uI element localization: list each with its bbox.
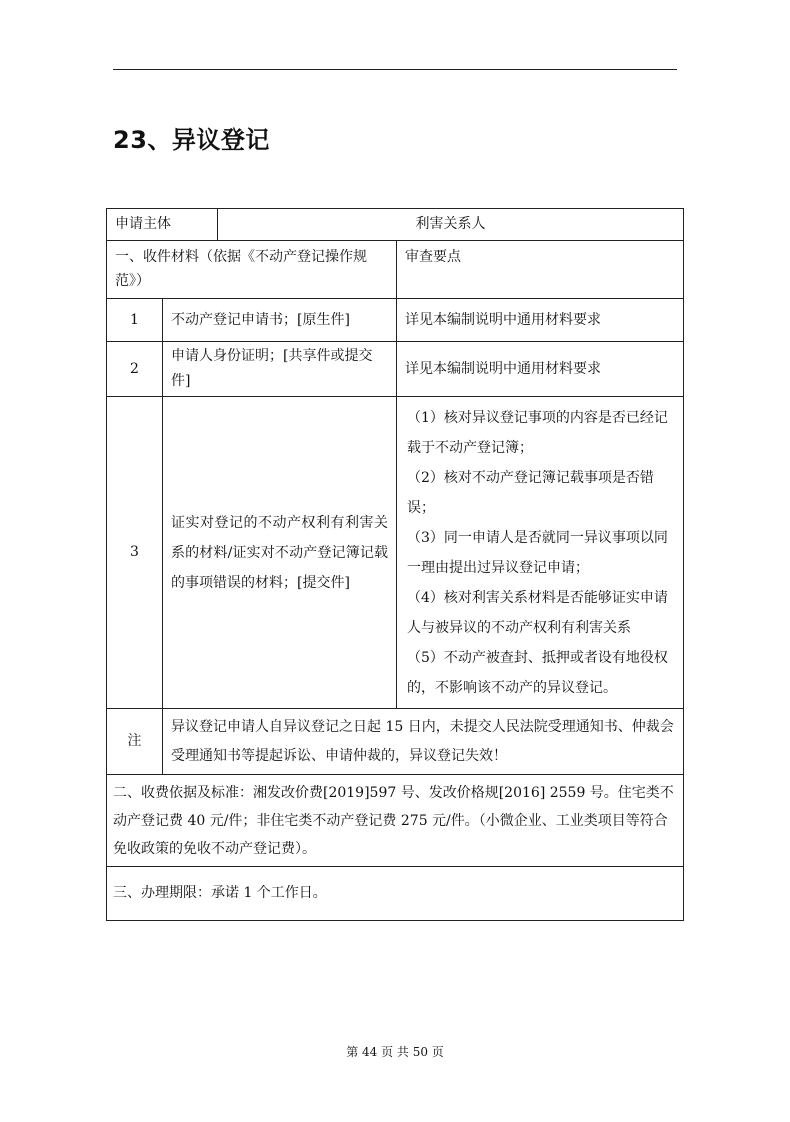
row-number: 3 [130,544,139,560]
table-row [107,298,683,341]
table-row [107,396,683,708]
material-text [162,397,396,708]
review-point: （5）不动产被查封、抵押或者设有地役权的，不影响该不动产的异议登记。 [407,650,668,696]
fee-text: 二、收费依据及标准：湘发改价费[2019]597 号、发改价格规[2016] 2559 号。住宅类不动产登记费 40 元/件；非住宅类不动产登记费 275 元/件。（小微企业、工业类项目等符合免收政策的免收不动产登记费）。 [113,784,674,857]
materials-header-row [107,240,683,298]
table-row [107,341,683,396]
material-text-body: 证实对登记的不动产权利有利害关系的材料/证实对不动产登记簿记载的事项错误的材料；[提交件] [171,514,388,591]
review-point: （1）核对异议登记事项的内容是否已经记载于不动产登记簿； [407,410,668,456]
row-number: 2 [130,360,139,377]
note-row [107,708,683,774]
subject-label: 申请主体 [115,216,171,232]
review-point: （2）核对不动产登记簿记载事项是否错误； [407,470,654,516]
fee-row [107,774,683,866]
subject-row [107,209,683,240]
section-heading: 23、异议登记 [113,126,270,154]
header-rule [113,69,677,70]
row-number: 1 [130,311,139,328]
page-footer: 第 44 页 共 50 页 [346,1045,444,1059]
review-text: 详见本编制说明中通用材料要求 [396,342,683,396]
material-text: 不动产登记申请书；[原生件] [162,299,396,341]
subject-value: 利害关系人 [217,209,683,240]
deadline-text: 三、办理期限：承诺 1 个工作日。 [113,885,327,901]
review-points [396,397,683,708]
deadline-row [107,866,683,920]
review-text: 详见本编制说明中通用材料要求 [396,299,683,341]
registration-table [106,208,684,921]
materials-header: 一、收件材料（依据《不动产登记操作规范》） [115,249,367,289]
review-header: 审查要点 [396,241,683,298]
note-text: 异议登记申请人自异议登记之日起 15 日内，未提交人民法院受理通知书、仲裁会受理通知书等提起诉讼、申请仲裁的，异议登记失效！ [162,709,683,774]
material-text: 申请人身份证明；[共享件或提交件] [162,342,396,396]
review-point: （3）同一申请人是否就同一异议事项以同一理由提出过异议登记申请； [407,530,668,576]
review-point: （4）核对利害关系材料是否能够证实申请人与被异议的不动产权利有利害关系 [407,590,668,636]
note-label: 注 [127,733,142,749]
